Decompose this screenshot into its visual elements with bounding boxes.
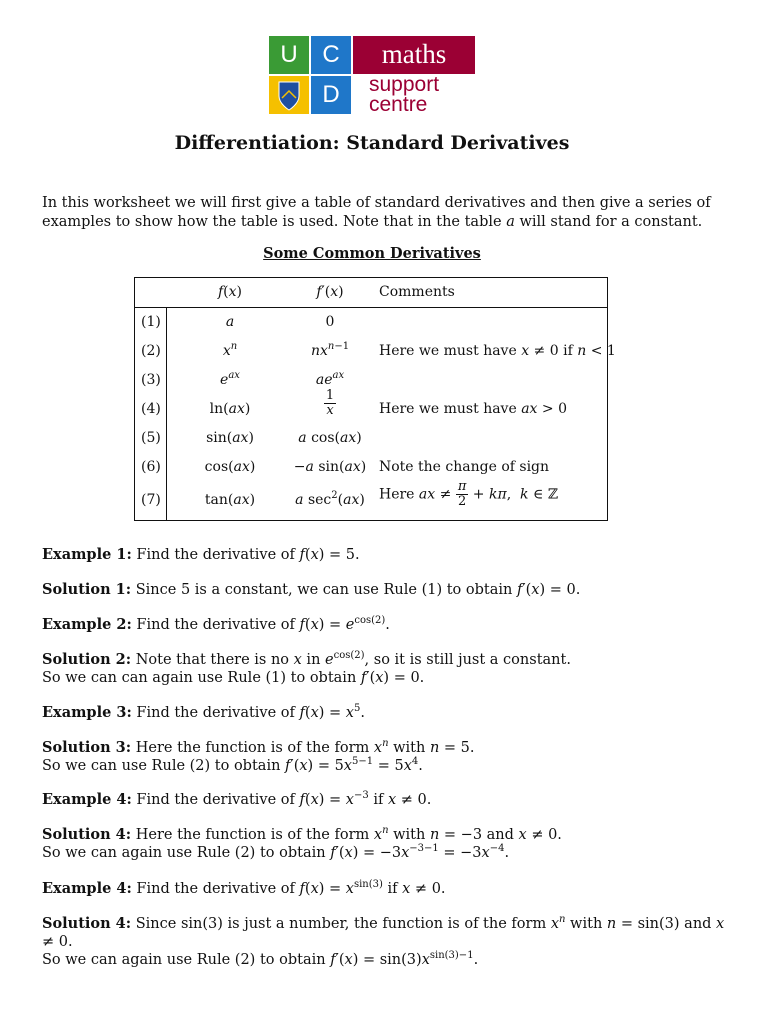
- row-derivative: a cos(ax): [298, 430, 362, 446]
- col-header-f: f(x): [217, 284, 243, 300]
- solution-1: Solution 1: Since 5 is a constant, we can use Rule (1) to obtain f′(x) = 0.: [42, 581, 581, 598]
- row-derivative: a $\sec^2(ax)$: [295, 490, 365, 508]
- intro-paragraph: In this worksheet we will first give a table of standard derivatives and then give a series of examples to show how the table is used. Note that in the table a will stand for a constant.: [42, 195, 711, 230]
- logo-support-text: support: [369, 73, 440, 96]
- row-number: (6): [141, 459, 161, 475]
- row-comment: Here we must have x ≠ 0 if n < 1: [379, 343, 616, 359]
- logo-centre-text: centre: [369, 93, 428, 116]
- example-5: Example 4: Find the derivative of $f(x) = x^{sin(3)}$ if x ≠ 0.: [42, 879, 446, 897]
- example-3: Example 3: Find the derivative of $f(x) = x^5$.: [42, 703, 365, 721]
- row-function: $e^{ax}$: [220, 370, 240, 388]
- row-function: a: [225, 314, 235, 330]
- row-number: (3): [141, 372, 161, 388]
- crest-icon: [269, 76, 309, 114]
- logo-maths-cell: maths: [353, 36, 475, 74]
- row-derivative: $ae^{ax}$: [315, 370, 345, 388]
- row-derivative: $nx^{n-1}$: [310, 341, 350, 359]
- row-function: $x^n$: [222, 341, 238, 359]
- page-title: Differentiation: Standard Derivatives: [174, 132, 570, 154]
- row-comment: Here ax ≠ $\frac{\pi}{2}$ + kπ, k ∈ ℤ: [379, 479, 559, 509]
- row-derivative: −a sin(ax): [293, 459, 367, 475]
- row-comment: Note the change of sign: [379, 459, 550, 475]
- logo-crest-cell: [269, 76, 309, 114]
- table-heading: Some Common Derivatives: [263, 245, 481, 262]
- row-function: ln(ax): [209, 401, 251, 417]
- ucd-maths-logo: [269, 36, 475, 116]
- col-header-fprime: f′(x): [316, 284, 344, 300]
- row-number: (1): [141, 314, 161, 330]
- row-derivative: 0: [325, 314, 335, 330]
- solution-4: Solution 4: Here the function is of the form $x^n$ with n = −3 and x ≠ 0. So we can again use Rule (2) to obtain $f'(x) = -3x^{-3-1} = -3x^{-4}$.: [42, 825, 562, 861]
- row-number: (2): [141, 343, 161, 359]
- row-function: tan(ax): [204, 492, 256, 508]
- logo-c-cell: C: [311, 36, 351, 74]
- logo-d-cell: D: [311, 76, 351, 114]
- row-derivative: $\frac{1}{x}$: [325, 388, 335, 418]
- example-4: Example 4: Find the derivative of $f(x) = x^{-3}$ if x ≠ 0.: [42, 790, 432, 808]
- row-function: cos(ax): [204, 459, 256, 475]
- logo-u-cell: U: [269, 36, 309, 74]
- row-number: (4): [141, 401, 161, 417]
- row-comment: Here we must have ax > 0: [379, 401, 567, 417]
- col-header-comments: Comments: [379, 284, 455, 300]
- row-number: (7): [141, 492, 161, 508]
- example-1: Example 1: Find the derivative of f(x) = 5.: [42, 546, 360, 563]
- row-function: sin(ax): [206, 430, 254, 446]
- solution-3: Solution 3: Here the function is of the form $x^n$ with n = 5. So we can use Rule (2) to obtain $f'(x) = 5x^{5-1} = 5x^4$.: [42, 738, 475, 774]
- row-number: (5): [141, 430, 161, 446]
- example-2: Example 2: Find the derivative of $f(x) = e^{cos(2)}$.: [42, 615, 390, 633]
- solution-2: Solution 2: Note that there is no x in $e^{cos(2)}$, so it is still just a constant. So we can can again use Rule (1) to obtain f′(x) = 0.: [42, 650, 571, 686]
- derivatives-table: [134, 277, 616, 521]
- solution-5: Solution 4: Since sin(3) is just a number, the function is of the form $x^n$ with n = sin(3) and x ≠ 0. So we can again use Rule (2) to obtain $f'(x) = \sin(3)x^{sin(3)-1}$.: [42, 914, 725, 968]
